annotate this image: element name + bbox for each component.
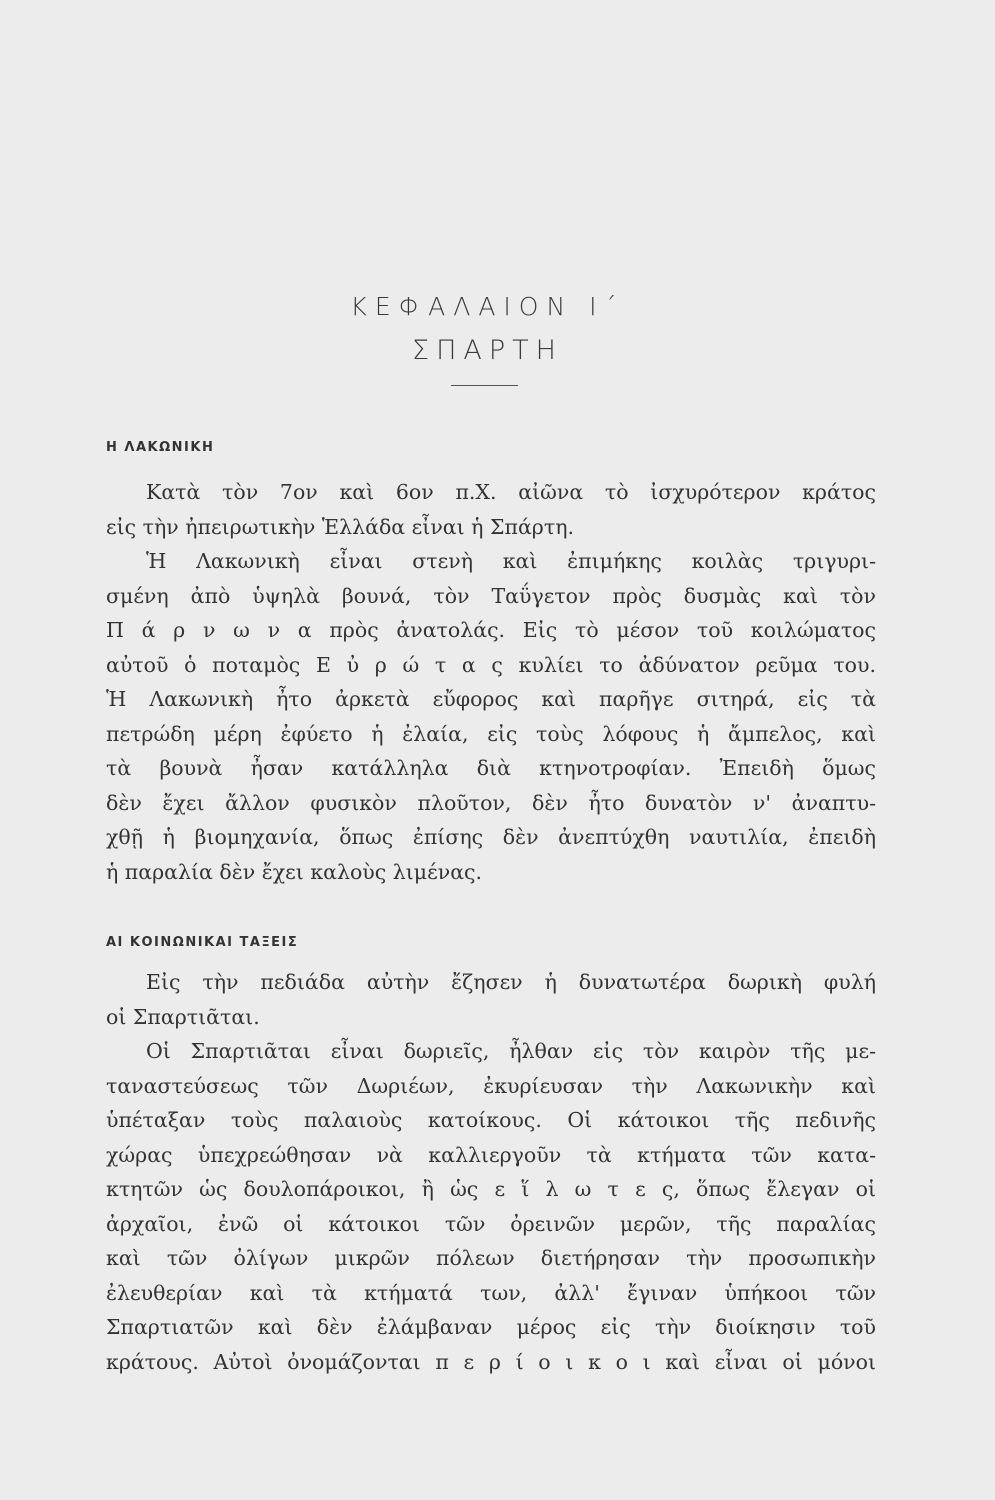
- text-line: αὐτοῦ ὁ ποταμὸς Ε ὐ ρ ώ τ α ς κυλίει το ἀδύνατον ρεῦμα του.: [106, 652, 876, 677]
- text-line: κτητῶν ὡς δουλοπάροικοι, ἢ ὡς ε ἵ λ ω τ ε ς, ὅπως ἔλεγαν οἱ: [106, 1177, 876, 1201]
- text-line: Ἡ Λακωνικὴ εἶναι στενὴ καὶ ἐπιμήκης κοιλὰς τριγυρι-: [146, 549, 876, 573]
- text-line: Εἰς τὴν πεδιάδα αὐτὴν ἔζησεν ἡ δυνατωτέρα δωρικὴ φυλή: [146, 970, 876, 994]
- text-line: ταναστεύσεως τῶν Δωριέων, ἐκυρίευσαν τὴν Λακωνικὴν καὶ: [106, 1073, 876, 1098]
- text-line: κράτους. Αὐτοὶ ὀνομάζονται π ε ρ ί ο ι κ ο ι καὶ εἶναι οἱ μόνοι: [106, 1349, 876, 1374]
- section-heading-lakoniki: Η ΛΑΚΩΝΙΚΗ: [106, 440, 215, 455]
- text-line: ὑπέταξαν τοὺς παλαιοὺς κατοίκους. Οἱ κάτοικοι τῆς πεδινῆς: [106, 1108, 876, 1132]
- text-line: χώρας ὑπεχρεώθησαν νὰ καλλιεργοῦν τὰ κτήματα τῶν κατα-: [106, 1142, 876, 1167]
- chapter-heading: ΚΕΦΑΛΑΙΟΝ Ι΄: [350, 292, 625, 321]
- text-line: χθῇ ἡ βιομηχανία, ὅπως ἐπίσης δὲν ἀνεπτύχθη ναυτιλία, ἐπειδὴ: [106, 825, 876, 849]
- text-line: Σπαρτιατῶν καὶ δὲν ἐλάμβαναν μέρος εἰς τὴν διοίκησιν τοῦ: [106, 1315, 876, 1339]
- text-line: πετρώδη μέρη ἐφύετο ἡ ἐλαία, εἰς τοὺς λόφους ἡ ἄμπελος, καὶ: [106, 721, 876, 746]
- chapter-title: ΣΠΑΡΤΗ: [412, 335, 563, 366]
- text-line: Κατὰ τὸν 7ον καὶ 6ον π.Χ. αἰῶνα τὸ ἰσχυρότερον κράτος: [146, 480, 876, 504]
- text-line: ἀρχαῖοι, ἐνῶ οἱ κάτοικοι τῶν ὀρεινῶν μερῶν, τῆς παραλίας: [106, 1211, 876, 1236]
- text-line: καὶ τῶν ὀλίγων μικρῶν πόλεων διετήρησαν τὴν προσωπικὴν: [106, 1246, 876, 1270]
- text-line: δὲν ἔχει ἄλλον φυσικὸν πλοῦτον, δὲν ἦτο δυνατὸν ν' ἀναπτυ-: [106, 790, 876, 815]
- text-line: ἡ παραλία δὲν ἔχει καλοὺς λιμένας.: [106, 859, 483, 884]
- section-body-lakoniki: [106, 475, 876, 889]
- section-body-koinonikai-taxeis: [106, 965, 876, 1379]
- text-line: ἐλευθερίαν καὶ τὰ κτήματά των, ἀλλ' ἔγιναν ὑπήκοοι τῶν: [106, 1280, 876, 1305]
- text-line: οἱ Σπαρτιᾶται.: [106, 1004, 260, 1029]
- text-line: Ἡ Λακωνικὴ ἦτο ἀρκετὰ εὔφορος καὶ παρῆγε σιτηρά, εἰς τὰ: [106, 687, 876, 711]
- text-line: εἰς τὴν ἠπειρωτικὴν Ἑλλάδα εἶναι ἡ Σπάρτη.: [106, 514, 574, 539]
- section-heading-koinonikai-taxeis: ΑΙ ΚΟΙΝΩΝΙΚΑΙ ΤΑΞΕΙΣ: [106, 935, 299, 950]
- text-line: Π ά ρ ν ω ν α πρὸς ἀνατολάς. Εἰς τὸ μέσον τοῦ κοιλώματος: [106, 618, 876, 642]
- title-rule: [451, 385, 518, 386]
- text-line: σμένη ἀπὸ ὑψηλὰ βουνά, τὸν Ταΰγετον πρὸς δυσμὰς καὶ τὸν: [106, 583, 876, 608]
- text-line: Οἱ Σπαρτιᾶται εἶναι δωριεῖς, ἦλθαν εἰς τὸν καιρὸν τῆς με-: [146, 1039, 876, 1063]
- text-line: τὰ βουνὰ ἦσαν κατάλληλα διὰ κτηνοτροφίαν. Ἐπειδὴ ὅμως: [106, 756, 876, 780]
